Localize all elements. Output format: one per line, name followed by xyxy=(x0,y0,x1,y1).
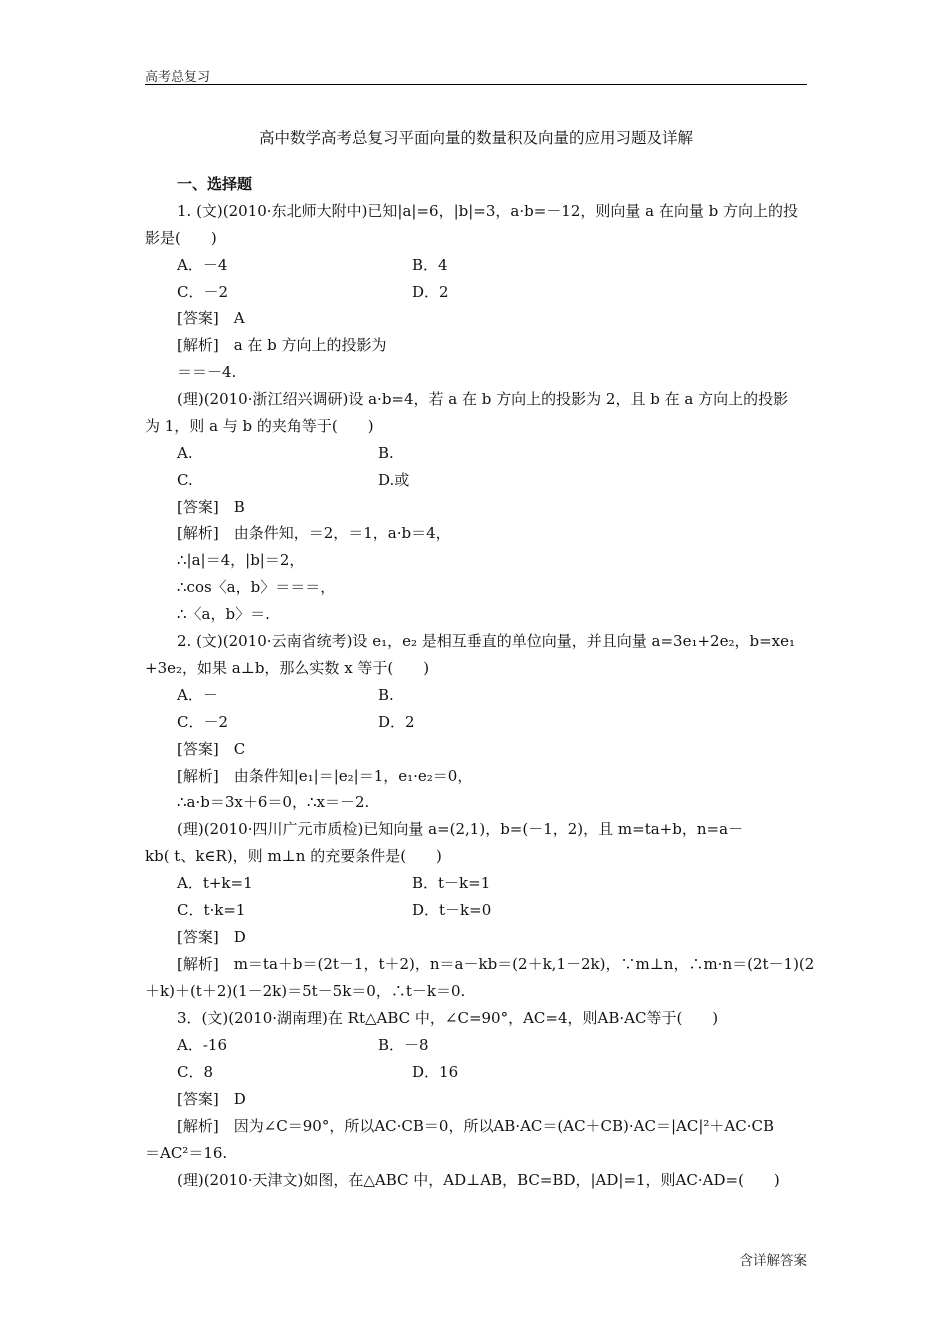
text-line: [答案] A xyxy=(177,309,245,327)
text-line: 影是( ) xyxy=(145,229,217,247)
footer-label: 含详解答案 xyxy=(739,1253,807,1269)
text-line: B. xyxy=(378,444,394,462)
text-line: [答案] D xyxy=(177,928,246,946)
text-line: (理)(2010·浙江绍兴调研)设 a·b=4，若 a 在 b 方向上的投影为 2，且 b 在 a 方向上的投影 xyxy=(177,390,789,408)
text-line: D．2 xyxy=(412,283,449,301)
text-line: D.或 xyxy=(378,471,410,489)
text-line: kb( t、k∈R)，则 m⊥n 的充要条件是( ) xyxy=(145,847,442,865)
text-line: 3．(文)(2010·湖南理)在 Rt△ABC 中，∠C=90°，AC=4，则AB·AC等于( ) xyxy=(177,1009,719,1027)
text-line: B．t－k=1 xyxy=(412,874,491,892)
section-heading: 一、选择题 xyxy=(177,175,253,193)
text-line: [答案] D xyxy=(177,1090,246,1108)
text-line: A．t+k=1 xyxy=(177,874,253,892)
text-line: [答案] B xyxy=(177,498,245,516)
text-line: D．2 xyxy=(378,713,415,731)
text-line: A．－4 xyxy=(177,256,228,274)
text-line: 2. (文)(2010·云南省统考)设 e₁，e₂ 是相互垂直的单位向量，并且向量 a=3e₁+2e₂，b=xe₁ xyxy=(177,632,795,650)
text-line: ＝AC²＝16. xyxy=(145,1144,228,1162)
text-line: ∴|a|＝4，|b|＝2， xyxy=(177,551,305,569)
text-line: +3e₂，如果 a⊥b，那么实数 x 等于( ) xyxy=(145,659,430,677)
text-line: [答案] C xyxy=(177,740,246,758)
text-line: A. xyxy=(177,444,193,462)
header-divider xyxy=(145,84,807,85)
text-line: C. xyxy=(177,471,193,489)
text-line: [解析] a 在 b 方向上的投影为 xyxy=(177,336,387,354)
text-line: ∴cos〈a，b〉＝＝＝， xyxy=(177,578,336,596)
header-label: 高考总复习 xyxy=(145,70,211,85)
text-line: (理)(2010·天津文)如图，在△ABC 中，AD⊥AB，BC=BD，|AD|=1，则AC·AD=( ) xyxy=(177,1171,780,1189)
document-title: 高中数学高考总复习平面向量的数量积及向量的应用习题及详解 xyxy=(258,129,693,147)
text-line: ∴〈a，b〉＝. xyxy=(177,605,270,623)
text-line: B．－8 xyxy=(378,1036,429,1054)
text-line: ＋k)＋(t＋2)(1－2k)＝5t－5k＝0，∴t－k＝0. xyxy=(145,982,466,1000)
text-line: B. xyxy=(378,686,394,704)
text-line: A．－ xyxy=(177,686,218,704)
text-line: A．-16 xyxy=(177,1036,227,1054)
text-line: D．16 xyxy=(412,1063,459,1081)
text-line: B．4 xyxy=(412,256,448,274)
text-line: ＝＝－4. xyxy=(177,363,237,381)
text-line: C．－2 xyxy=(177,283,229,301)
text-line: C．－2 xyxy=(177,713,229,731)
text-line: C．8 xyxy=(177,1063,214,1081)
text-line: [解析] m＝ta＋b＝(2t－1，t＋2)，n＝a－kb＝(2＋k,1－2k)，∵m⊥n，∴m·n＝(2t－1)(2 xyxy=(177,955,815,973)
text-line: (理)(2010·四川广元市质检)已知向量 a=(2,1)，b=(－1，2)，且 m=ta+b，n=a－ xyxy=(177,820,744,838)
text-line: 为 1，则 a 与 b 的夹角等于( ) xyxy=(145,417,374,435)
text-line: [解析] 由条件知|e₁|＝|e₂|＝1，e₁·e₂＝0， xyxy=(177,767,473,785)
text-line: [解析] 由条件知，＝2，＝1，a·b＝4， xyxy=(177,524,451,542)
text-line: ∴a·b＝3x＋6＝0，∴x＝－2. xyxy=(177,793,370,811)
text-line: [解析] 因为∠C＝90°，所以AC·CB＝0，所以AB·AC＝(AC＋CB)·AC＝|AC|²＋AC·CB xyxy=(177,1117,774,1135)
text-line: C．t·k=1 xyxy=(177,901,246,919)
text-line: 1. (文)(2010·东北师大附中)已知|a|=6，|b|=3，a·b=－12，则向量 a 在向量 b 方向上的投 xyxy=(177,202,799,220)
text-line: D．t－k=0 xyxy=(412,901,492,919)
